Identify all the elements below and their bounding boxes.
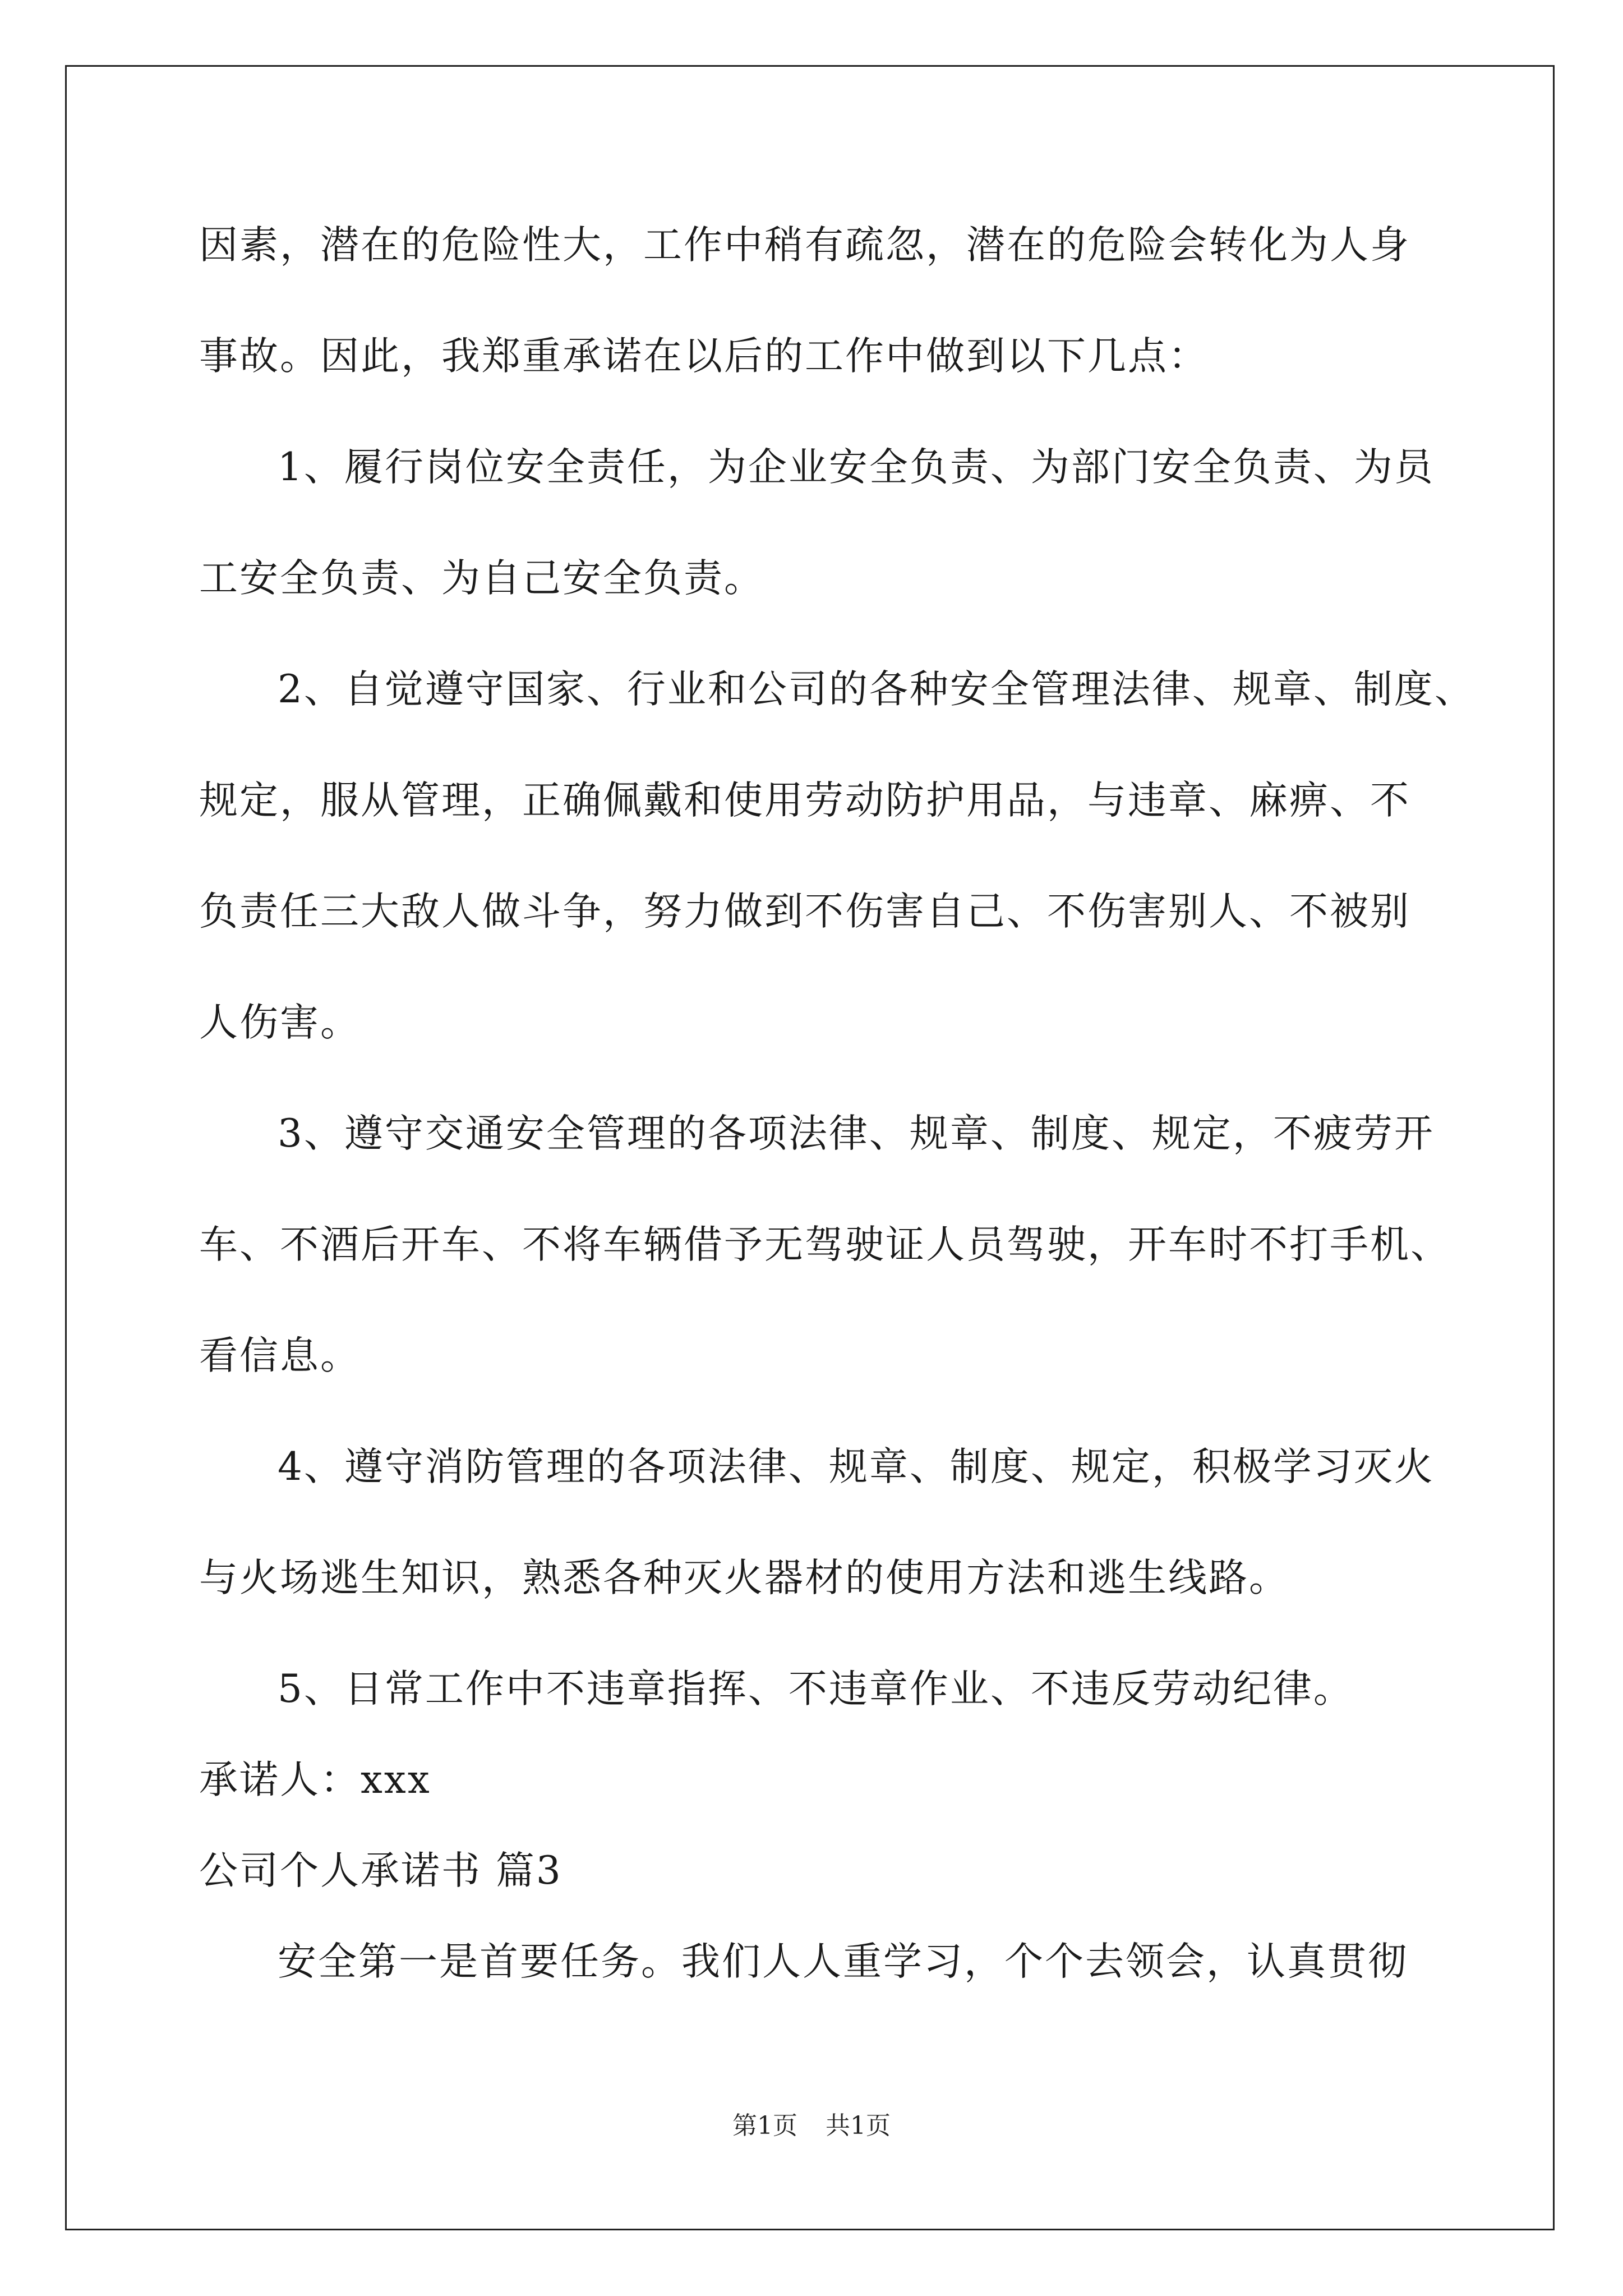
text-line: 车、不酒后开车、不将车辆借予无驾驶证人员驾驶，开车时不打手机、 bbox=[199, 1222, 1451, 1267]
text-line: 2、自觉遵守国家、行业和公司的各种安全管理法律、规章、制度、 bbox=[278, 667, 1475, 712]
text-line: 人伤害。 bbox=[199, 1000, 361, 1045]
page-footer bbox=[0, 2109, 1623, 2143]
signatory-line: 承诺人：xxx bbox=[199, 1757, 431, 1802]
text-line: 因素，潜在的危险性大，工作中稍有疏忽，潜在的危险会转化为人身 bbox=[199, 223, 1410, 268]
text-line: 安全第一是首要任务。我们人人重学习，个个去领会，认真贯彻 bbox=[278, 1939, 1408, 1984]
text-line: 5、日常工作中不违章指挥、不违章作业、不违反劳动纪律。 bbox=[278, 1667, 1354, 1711]
text-line: 3、遵守交通安全管理的各项法律、规章、制度、规定，不疲劳开 bbox=[278, 1111, 1435, 1156]
text-line: 事故。因此，我郑重承诺在以后的工作中做到以下几点： bbox=[199, 334, 1209, 379]
text-line: 与火场逃生知识，熟悉各种灭火器材的使用方法和逃生线路。 bbox=[199, 1556, 1289, 1600]
text-line: 工安全负责、为自己安全负责。 bbox=[199, 556, 764, 601]
section-heading: 公司个人承诺书 篇3 bbox=[199, 1848, 562, 1893]
text-line: 看信息。 bbox=[199, 1333, 361, 1378]
text-line: 4、遵守消防管理的各项法律、规章、制度、规定，积极学习灭火 bbox=[278, 1444, 1435, 1489]
text-line: 1、履行岗位安全责任，为企业安全负责、为部门安全负责、为员 bbox=[278, 445, 1435, 490]
text-line: 规定，服从管理，正确佩戴和使用劳动防护用品，与违章、麻痹、不 bbox=[199, 778, 1410, 823]
page-number-total: 共1页 bbox=[826, 2111, 891, 2140]
text-line: 负责任三大敌人做斗争，努力做到不伤害自己、不伤害别人、不被别 bbox=[199, 889, 1410, 934]
page-number-current: 第1页 bbox=[732, 2111, 797, 2140]
